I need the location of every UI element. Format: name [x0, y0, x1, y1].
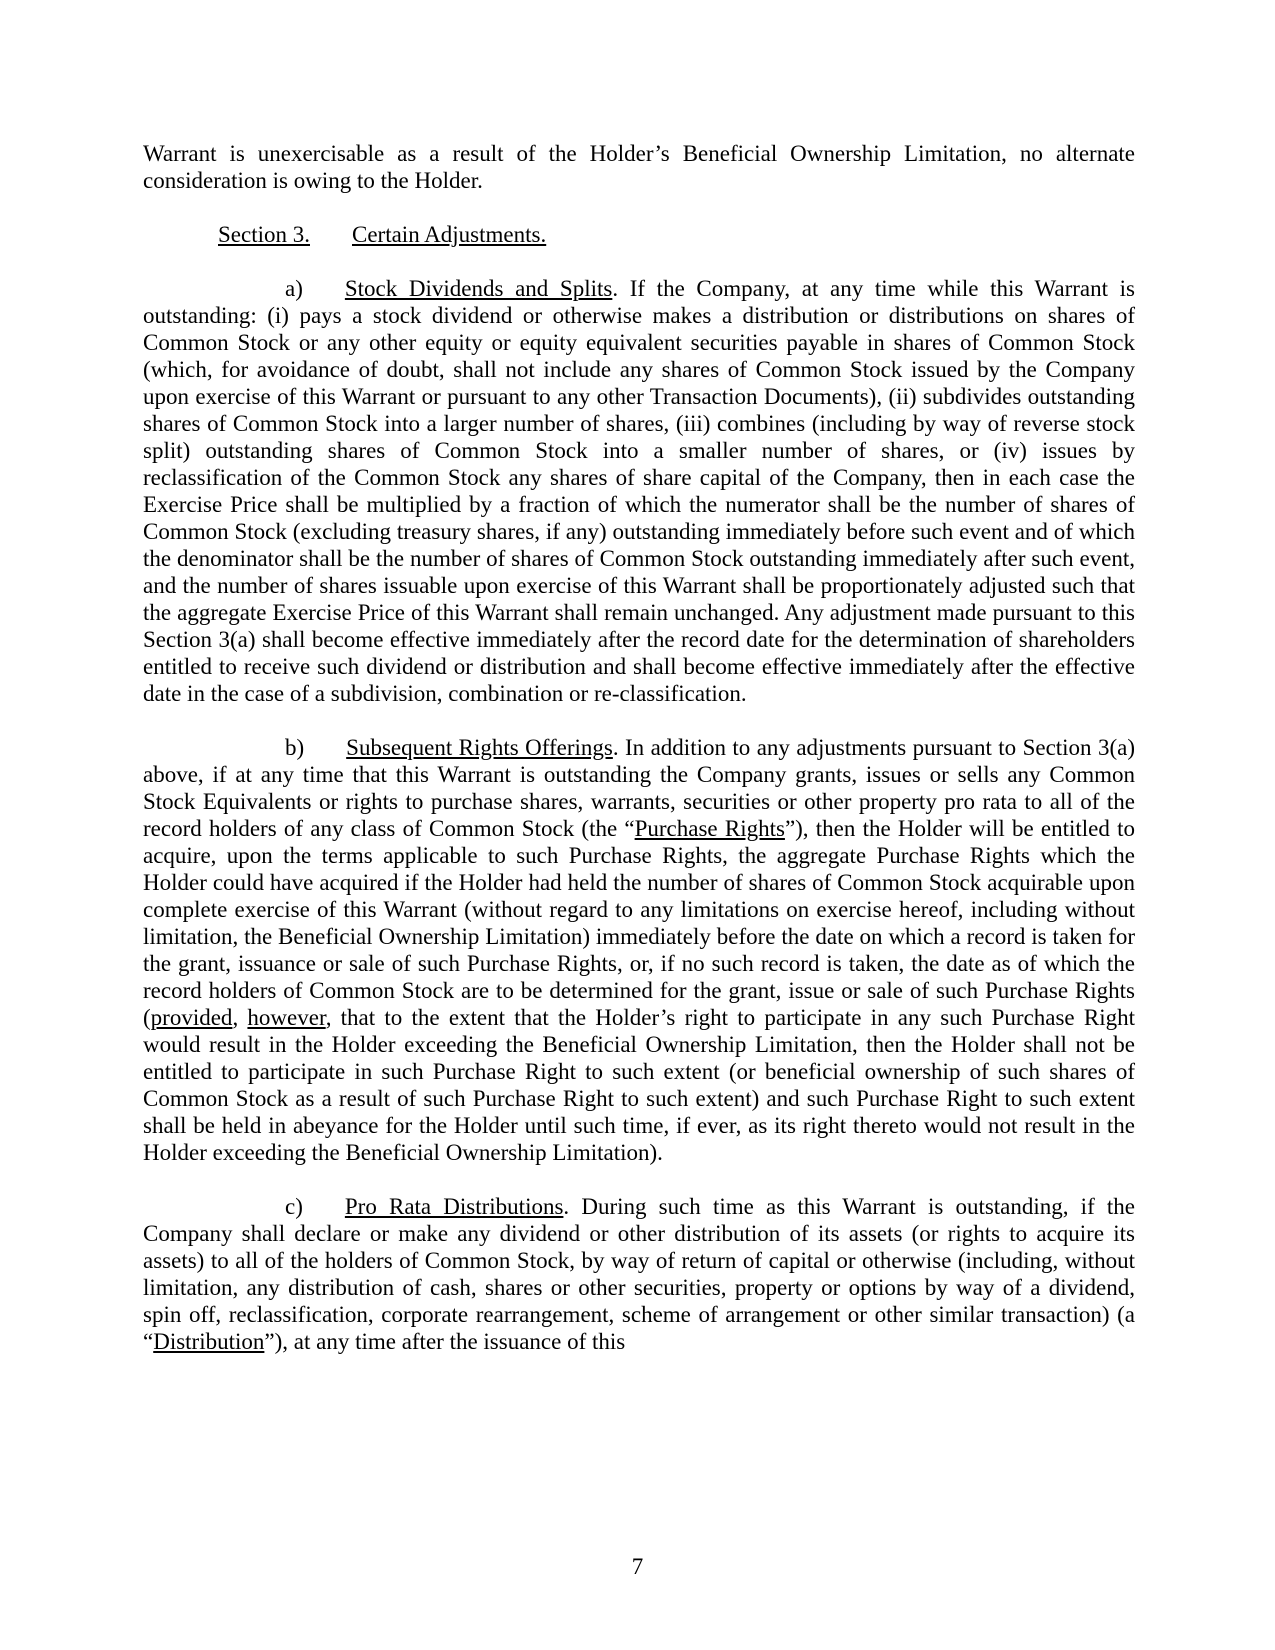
text-run: . In addition to any adjustments pursuant to Section 3(a) above, if at any time that this Warrant is outstanding the Company grants, issues or sells any Common Stock Equivalents or rights to purchase shares, warrants, securities or other property pro rata to all of the record holders of any class of Common Stock (the “	[143, 735, 1135, 841]
underlined-text-run: Purchase Rights	[634, 816, 785, 841]
paragraph-b-subsequent-rights	[143, 734, 1135, 1166]
underlined-text-run: Distribution	[153, 1329, 265, 1354]
tab-space	[303, 295, 345, 296]
text-run: ”), at any time after the issuance of this	[264, 1329, 626, 1354]
paragraph-a-stock-dividends	[143, 275, 1135, 707]
tab-space	[143, 295, 285, 296]
page-content	[143, 140, 1135, 1355]
underlined-text-run: Certain Adjustments.	[352, 222, 547, 247]
section-3-heading	[143, 221, 1135, 248]
underlined-text-run: Section 3.	[218, 222, 310, 247]
tab-space	[143, 754, 285, 755]
text-run: a)	[285, 276, 303, 301]
page-number: 7	[631, 1554, 644, 1579]
tab-space	[310, 241, 352, 242]
tab-space	[143, 241, 218, 242]
underlined-text-run: however	[247, 1005, 326, 1030]
tab-space	[303, 1213, 345, 1214]
underlined-text-run: Pro Rata Distributions	[344, 1194, 564, 1219]
underlined-text-run: provided	[150, 1005, 233, 1030]
text-run: , that to the extent that the Holder’s right to participate in any such Purchase Right would result in the Holder exceeding the Beneficial Ownership Limitation, then the Holder shall not be entitled to participate in such Purchase Right to such extent (or beneficial ownership of such shares of Common Stock as a result of such Purchase Right to such extent) and such Purchase Right to such extent shall be held in abeyance for the Holder until such time, if ever, as its right thereto would not result in the Holder exceeding the Beneficial Ownership Limitation).	[143, 1005, 1135, 1165]
text-run: ,	[232, 1005, 248, 1030]
paragraph-c-pro-rata-distributions	[143, 1193, 1135, 1355]
text-run: Warrant is unexercisable as a result of the Holder’s Beneficial Ownership Limitation, no alternate consideration is owing to the Holder.	[143, 141, 1135, 193]
text-run: ”), then the Holder will be entitled to acquire, upon the terms applicable to such Purchase Rights, the aggregate Purchase Rights which the Holder could have acquired if the Holder had held the number of shares of Common Stock acquirable upon complete exercise of this Warrant (without regard to any limitations on exercise hereof, including without limitation, the Beneficial Ownership Limitation) immediately before the date on which a record is taken for the grant, issuance or sale of such Purchase Rights, or, if no such record is taken, the date as of which the record holders of Common Stock are to be determined for the grant, issue or sale of such Purchase Rights (	[143, 816, 1135, 1030]
text-run: . During such time as this Warrant is outstanding, if the Company shall declare or make any dividend or other distribution of its assets (or rights to acquire its assets) to all of the holders of Common Stock, by way of return of capital or otherwise (including, without limitation, any distribution of cash, shares or other securities, property or options by way of a dividend, spin off, reclassification, corporate rearrangement, scheme of arrangement or other similar transaction) (a “	[143, 1194, 1135, 1354]
text-run: . If the Company, at any time while this Warrant is outstanding: (i) pays a stock dividend or otherwise makes a distribution or distributions on shares of Common Stock or any other equity or equity equivalent securities payable in shares of Common Stock (which, for avoidance of doubt, shall not include any shares of Common Stock issued by the Company upon exercise of this Warrant or pursuant to any other Transaction Documents), (ii) subdivides outstanding shares of Common Stock into a larger number of shares, (iii) combines (including by way of reverse stock split) outstanding shares of Common Stock into a smaller number of shares, or (iv) issues by reclassification of the Common Stock any shares of share capital of the Company, then in each case the Exercise Price shall be multiplied by a fraction of which the numerator shall be the number of shares of Common Stock (excluding treasury shares, if any) outstanding immediately before such event and of which the denominator shall be the number of shares of Common Stock outstanding immediately after such event, and the number of shares issuable upon exercise of this Warrant shall be proportionately adjusted such that the aggregate Exercise Price of this Warrant shall remain unchanged. Any adjustment made pursuant to this Section 3(a) shall become effective immediately after the record date for the determination of shareholders entitled to receive such dividend or distribution and shall become effective immediately after the effective date in the case of a subdivision, combination or re-classification.	[143, 276, 1135, 706]
text-run: c)	[285, 1194, 303, 1219]
underlined-text-run: Stock Dividends and Splits	[344, 276, 613, 301]
tab-space	[304, 754, 346, 755]
tab-space	[143, 1213, 285, 1214]
paragraph-continuation	[143, 140, 1135, 194]
underlined-text-run: Subsequent Rights Offerings	[346, 735, 613, 760]
text-run: b)	[285, 735, 305, 760]
